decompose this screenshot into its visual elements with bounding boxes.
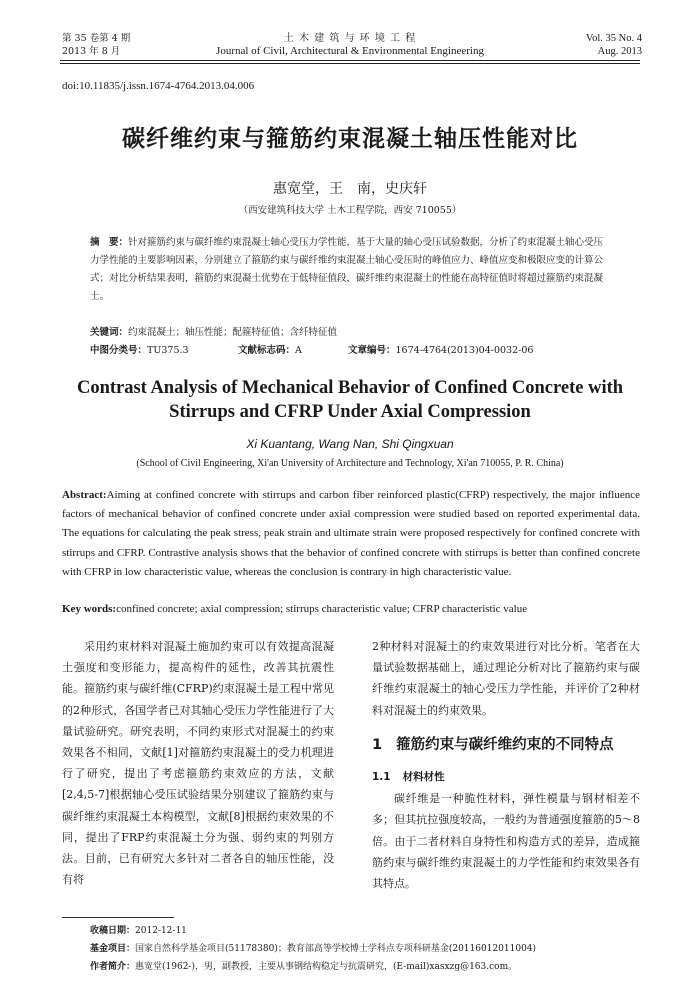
keywords-label-cn: 关键词： — [90, 327, 129, 338]
keywords-text-cn: 约束混凝土；轴压性能；配箍特征值；含纤特征值 — [128, 327, 338, 338]
intro-paragraph-continued: 2种材料对混凝土的约束效果进行对比分析。笔者在大量试验数据基础上，通过理论分析对比了箍筋约束与碳纤维约束混凝土的轴心受压力学性能，并评价了2种材料对混凝土的约束效果。 — [372, 640, 640, 717]
doc-code-value: A — [295, 345, 302, 356]
abstract-cn — [90, 234, 610, 306]
affiliation-en: (School of Civil Engineering, Xi'an University of Architecture and Technology, Xi'an 710055, P. R. China) — [136, 458, 564, 469]
intro-paragraph: 采用约束材料对混凝土施加约束可以有效提高混凝土强度和变形能力，提高构件的延性，改善其抗震性能。箍筋约束与碳纤维(CFRP)约束混凝土是工程中常见的2种形式，各国学者已对其轴心受压力学性能进行了大量试验研究。研究表明，不同约束形式对混凝土的约束效果各不相同，文献[1]对箍筋约束混凝土的受力机理进行了研究，提出了考虑箍筋约束效应的方法，文献[2,4,5-7]根据轴心受压试验结果分别建议了箍筋约束与碳纤维约束混凝土本构模型，文献[8]根据约束效果的不同，提出了FRP约束混凝土分为强、弱约束的判别方法。目前，已有研究大多针对二者各自的轴压性能，没有将 — [62, 640, 334, 887]
issue-date-en: Aug. 2013 — [597, 46, 642, 57]
fund-label: 基金项目： — [90, 944, 136, 954]
abstract-label-cn: 摘 要： — [90, 237, 129, 248]
authors-en: Xi Kuantang, Wang Nan, Shi Qingxuan — [246, 437, 454, 451]
clc-value: TU375.3 — [147, 345, 189, 356]
footnote-rule — [62, 917, 174, 918]
article-no-value: 1674-4764(2013)04-0032-06 — [395, 345, 534, 356]
section-heading — [372, 735, 640, 756]
header-rule-bottom — [60, 63, 640, 64]
fund-info — [90, 940, 536, 958]
keywords-text-en: confined concrete; axial compression; stirrups characteristic value; CFRP characteristic value — [116, 603, 528, 615]
keywords-en — [62, 600, 640, 619]
received-date — [90, 922, 187, 940]
article-no-label: 文章编号： — [348, 345, 396, 356]
subsection-heading — [372, 766, 640, 788]
classification-line — [90, 342, 189, 356]
header-rule-top — [60, 60, 640, 61]
abstract-text-en: Aiming at confined concrete with stirrups and carbon fiber reinforced plastic(CFRP) respectively, the major influence factors of mechanical behavior of confined concrete under axial compression were studied based on reported experimental data. The equations for calculating the peak stress, peak strain and ultimate strain were proposed respectively for confined concrete with stirrups and CFRP. Contrastive analysis shows that the behavior of confined concrete with stirrups is better than confined concrete with CFRP in low characteristic value, whereas the conclusion is contrary in high characteristic value. — [62, 489, 640, 578]
paper-title-en: Contrast Analysis of Mechanical Behavior of Confined Concrete with Stirrups and CFRP Under Axial Compression — [76, 378, 624, 422]
subsection-paragraph: 碳纤维是一种脆性材料，弹性模量与钢材相差不多；但其抗拉强度较高，一般约为普通强度箍筋的5～8倍。由于二者材料自身特性和构造方式的差异，造成箍筋约束与碳纤维约束混凝土的力学性能和约束效果各有其特点。 — [372, 792, 640, 891]
fund-value: 国家自然科学基金项目(51178380)；教育部高等学校博士学科点专项科研基金(20116012011004) — [135, 944, 537, 954]
abstract-label-en: Abstract: — [62, 489, 107, 501]
affiliation-cn: （西安建筑科技大学 土木工程学院，西安 710055） — [238, 205, 462, 216]
author-bio — [90, 958, 517, 976]
doi[interactable]: doi:10.11835/j.issn.1674-4764.2013.04.006 — [62, 80, 255, 92]
author-bio-value: 惠宽堂(1962-)，男，副教授，主要从事钢结构稳定与抗震研究，(E-mail)xasxzg@163.com。 — [135, 962, 518, 972]
abstract-en — [62, 486, 640, 582]
subsection-title: 材料材性 — [402, 771, 445, 784]
authors-cn: 惠宽堂，王 南，史庆轩 — [273, 181, 427, 197]
paper-title-cn: 碳纤维约束与箍筋约束混凝土轴压性能对比 — [122, 125, 578, 152]
journal-title-cn: 土 木 建 筑 与 环 境 工 程 — [283, 33, 417, 44]
doc-code-label: 文献标志码： — [238, 345, 296, 356]
keywords-label-en: Key words: — [62, 603, 117, 615]
journal-title-en: Journal of Civil, Architectural & Environmental Engineering — [216, 45, 484, 57]
subsection-number: 1.1 — [372, 771, 391, 784]
abstract-text-cn: 针对箍筋约束与碳纤维约束混凝土轴心受压力学性能，基于大量的轴心受压试验数据，分析了约束混凝土轴心受压力学性能的主要影响因素，分别建立了箍筋约束与碳纤维约束混凝土轴心受压时的峰值应力、峰值应变和极限应变的计算公式；对比分析结果表明，箍筋约束混凝土优势在于低特征值段，碳纤维约束混凝土的性能在高特征值时将超过箍筋约束混凝土。 — [90, 237, 604, 302]
article-number — [348, 342, 533, 356]
body-column-left — [62, 636, 334, 890]
received-value: 2012-12-11 — [135, 926, 187, 936]
section-number: 1 — [372, 736, 383, 753]
volume-issue-en: Vol. 35 No. 4 — [585, 33, 642, 44]
keywords-cn — [90, 324, 610, 342]
issue-date-cn: 2013 年 8 月 — [62, 46, 121, 57]
doc-code — [238, 342, 302, 356]
received-label: 收稿日期： — [90, 926, 136, 936]
volume-issue-cn: 第 35 卷第 4 期 — [62, 33, 131, 44]
author-bio-label: 作者简介： — [90, 962, 136, 972]
clc-label: 中图分类号： — [90, 345, 148, 356]
body-column-right — [372, 636, 640, 894]
section-title: 箍筋约束与碳纤维约束的不同特点 — [396, 736, 614, 753]
